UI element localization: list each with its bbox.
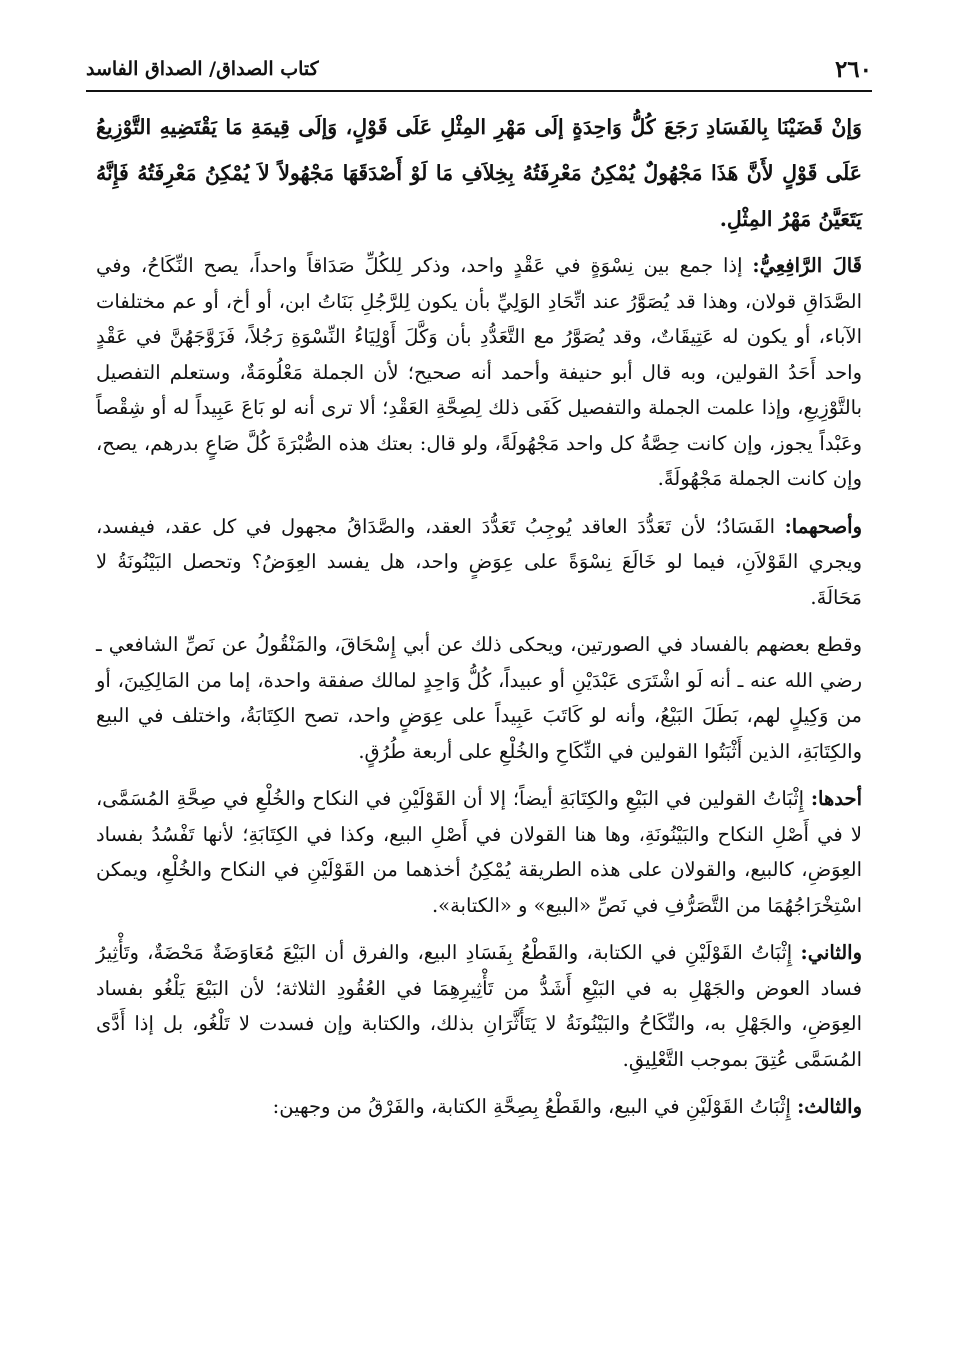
commentary-paragraph-6 (96, 1089, 862, 1125)
page-number: ٢٦٠ (834, 56, 872, 83)
commentary-paragraph-5 (96, 935, 862, 1077)
paragraph-text: إذا جمع بين نِسْوَةٍ في عَقْدٍ واحد، وذكر لِلكُلِّ صَدَاقاً واحداً، يصح النِّكَاحُ، وفي الصَّدَاقِ قولان، وهذا قد يُصَوَّرُ عند اتِّحَادِ الوَلِيِّ بأن يكون لِلرَّجُلِ بَنَاتُ ابن، أو أخ، أو عم مختلفات الآباء، أو يكون له عَتِيقَاتٌ، وقد يُصَوَّرُ مع التَّعَدُّدِ بأن وَكَّلَ أَوْلِيَاءُ النِّسْوَةِ رَجُلاً، فَزَوَّجَهُنَّ في عَقْدٍ واحد أَحَدُ القولين، وبه قال أبو حنيفة وأحمد أنه صحيح؛ لأن الجملة مَعْلُومَةٌ، وستعلم التفصيل بالتَّوْزِيعِ، وإذا علمت الجملة والتفصيل كَفَى ذلك لِصِحَّةِ العَقْدِ؛ ألا ترى أنه لو بَاعَ عَبِيداً له أو شِقْصاً وعَبْداً يجوز، وإن كانت حِصَّةُ كل واحد مَجْهُولَةً، ولو قال: بعتك هذه الصُّبْرَةَ كُلَّ صَاعٍ بدرهم، يصح، وإن كانت الجملة مَجْهُولَةً. (96, 254, 862, 490)
paragraph-text: إِثْبَاتُ القولين في البَيْعِ والكِتَابَةِ أيضاً؛ إلا أن القَوْلَيْنِ في النكاح والخُلْعِ في صِحَّةِ المُسَمَّى، لا في أَصْلِ النكاح والبَيْنُونَةِ، وها هنا القولان في أَصْلِ البيع، وكذا في الكِتَابَةِ؛ لأنها تَفْسُدُ بفساد العِوَضِ، كالبيع، والقولان على هذه الطريقة يُمْكِنُ أخذهما من القَوْلَيْنِ في النكاح والخُلْعِ، ويمكن اسْتِخْرَاجُهُمَا من التَّصَرُّفِ في نَصِّ «البيع» و «الكتابة». (96, 787, 862, 917)
paragraph-text: وقطع بعضهم بالفساد في الصورتين، ويحكى ذلك عن أبي إِسْحَاقَ، والمَنْقُولُ عن نَصِّ الشافعي ـ رضي الله عنه ـ أنه لَو اشْتَرَى عَبْدَيْنِ أو عبيداً، كُلُّ وَاحِدٍ لمالك صفقة واحدة، إما من المَالِكِينَ، أو من وَكِيلٍ لهم، بَطَلَ البَيْعُ، وأنه لو كَاتَبَ عَبِيداً على عِوَضٍ واحد، تصح الكِتَابَةُ، واختلف في البيع والكِتَابَةِ، الذين أَثْبَتُوا القولين في النِّكَاحِ والخُلْعِ على أربعة طُرُقٍ. (96, 633, 862, 763)
matn-text: وَإنْ قَضَيْنَا بِالفَسَادِ رَجَعَ كُلُّ وَاحِدَةٍ إلَى مَهْرِ المِثْلِ عَلَى قَوْلٍ، وَإلَى قِيمَةِ مَا يَقْتَضِيهِ التَّوْزِيعُ عَلَى قَوْلٍ لأَنَّ هَذَا مَجْهُولٌ يُمْكِنُ مَعْرِفَتُهُ بِخِلاَفِ مَا لَوْ أَصْدَقَهَا مَجْهُولاً لاَ يُمْكِنُ مَعْرِفَتُهُ فَإِنَّهُ يَتَعَيَّنُ مَهْرُ المِثْلِ. (96, 115, 862, 231)
paragraph-lead: أحدها: (810, 787, 862, 810)
paragraph-lead: والثالث: (797, 1095, 862, 1118)
text-body (96, 104, 862, 1137)
commentary-paragraph-2 (96, 509, 862, 616)
commentary-paragraph-1 (96, 248, 862, 497)
paragraph-text: إِثْبَاتُ القَوْلَيْنِ في البيع، والقَطْعُ بِصِحَّةِ الكتابة، والفَرْقُ من وجهين: (272, 1095, 798, 1118)
matn-paragraph (96, 104, 862, 242)
paragraph-text: إِثْبَاتُ القَوْلَيْنِ في الكتابة، والقَطْعُ بِفَسَادِ البيع، والفرق أن البَيْعَ مُعَاوَضَةٌ مَحْضَةٌ، وتَأْثِيرُ فساد العوض والجَهْلِ به في البَيْعِ أَشَدُّ من تَأْثِيرِهِمَا في العُقُودِ الثلاثة؛ لأن البَيْعَ يَلْغُو بفساد العِوَضِ، والجَهْلِ به، والنِّكَاحُ والبَيْنُونَةُ لا يَتَأَثَّرَانِ بذلك، والكتابة وإن فسدت لا تَلْغُو، بل إذا أَدَّى المُسَمَّى عُتِقَ بموجب التَّعْلِيقِ. (96, 941, 862, 1071)
paragraph-lead: وأصحهما: (784, 514, 862, 538)
paragraph-lead: والثاني: (800, 941, 862, 964)
running-title: كتاب الصداق/ الصداق الفاسد (86, 58, 319, 80)
paragraph-text: الفَسَادُ؛ لأن تَعَدُّدَ العاقد يُوجِبُ تَعَدُّدَ العقد، والصَّدَاقُ مجهول في كل عقد، فيفسد، ويجري القَوْلاَنِ، فيما لو خَالَعَ نِسْوَةً على عِوَضٍ واحد، هل يفسد العِوَضُ؟ وتحصل البَيْنُونَةُ لا مَحَالَةَ. (96, 514, 862, 609)
page-header (86, 52, 872, 92)
commentary-paragraph-4 (96, 781, 862, 923)
paragraph-lead: قَالَ الرَّافِعِيُّ: (752, 254, 863, 277)
commentary-paragraph-3 (96, 627, 862, 769)
